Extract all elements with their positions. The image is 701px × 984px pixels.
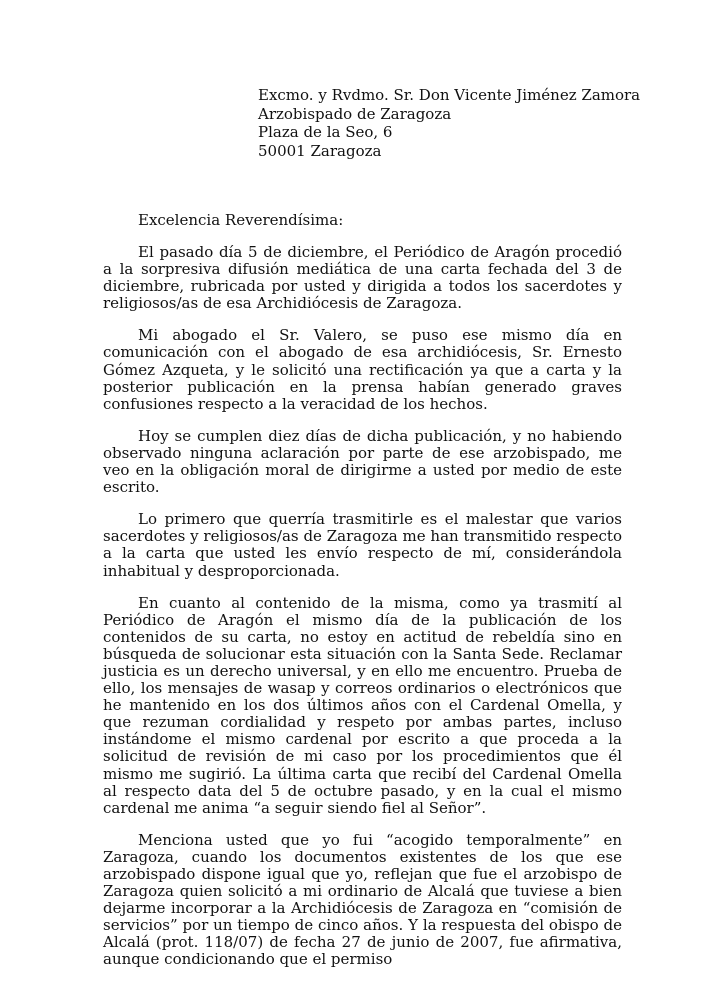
address-line-recipient: Excmo. y Rvdmo. Sr. Don Vicente Jiménez Zamora xyxy=(258,86,641,104)
paragraph: Hoy se cumplen diez días de dicha publicación, y no habiendo observado ninguna aclaración por parte de ese arzobispado, me veo en la obligación moral de dirigirme a usted por medio de este escrito. xyxy=(103,426,622,497)
recipient-address xyxy=(258,86,640,160)
letter-body xyxy=(103,244,622,984)
address-line-city: 50001 Zaragoza xyxy=(258,141,382,160)
paragraph: El pasado día 5 de diciembre, el Periódico de Aragón procedió a la sorpresiva difusión mediática de una carta fechada del 3 de diciembre, rubricada por usted y dirigida a todos los sacerdotes y religiosos/as de esa Archidiócesis de Zaragoza. xyxy=(103,243,622,313)
address-line-street: Plaza de la Seo, 6 xyxy=(258,123,393,141)
address-line-institution: Arzobispado de Zaragoza xyxy=(258,104,452,123)
salutation: Excelencia Reverendísima: xyxy=(138,211,344,229)
paragraph: Mi abogado el Sr. Valero, se puso ese mismo día en comunicación con el abogado de esa archidiócesis, Sr. Ernesto Gómez Azqueta, y le solicitó una rectificación ya que a carta y la posterior publicación en la prensa habían generado graves confusiones respecto a la veracidad de los hechos. xyxy=(103,326,622,413)
paragraph: En cuanto al contenido de la misma, como ya trasmití al Periódico de Aragón el mismo día de la publicación de los contenidos de su carta, no estoy en actitud de rebeldía sino en búsqueda de solucionar esta situación con la Santa Sede. Reclamar justicia es un derecho universal, y en ello me encuentro. Prueba de ello, los mensajes de wasap y correos ordinarios o electrónicos que he mantenido en los dos últimos años con el Cardenal Omella, y que rezuman cordialidad y respeto por ambas partes, incluso instándome el mismo cardenal por escrito a que proceda a la solicitud de revisión de mi caso por los procedimientos que él mismo me sugirió. La última carta que recibí del Cardenal Omella al respecto data del 5 de octubre pasado, y en la cual el mismo cardenal me anima “a seguir siendo fiel al Señor”. xyxy=(103,593,622,817)
paragraph: Menciona usted que yo fui “acogido temporalmente” en Zaragoza, cuando los documentos existentes de los que ese arzobispado dispone igual que yo, reflejan que fue el arzobispo de Zaragoza quien solicitó a mi ordinario de Alcalá que tuviese a bien dejarme incorporar a la Archidiócesis de Zaragoza en “comisión de servicios” por un tiempo de cinco años. Y la respuesta del obispo de Alcalá (prot. 118/07) de fecha 27 de junio de 2007, fue afirmativa, aunque condicionando que el permiso xyxy=(103,830,622,969)
paragraph: Lo primero que querría trasmitirle es el malestar que varios sacerdotes y religiosos/as de Zaragoza me han transmitido respecto a la carta que usted les envío respecto de mí, considerándola inhabitual y desproporcionada. xyxy=(103,510,622,580)
